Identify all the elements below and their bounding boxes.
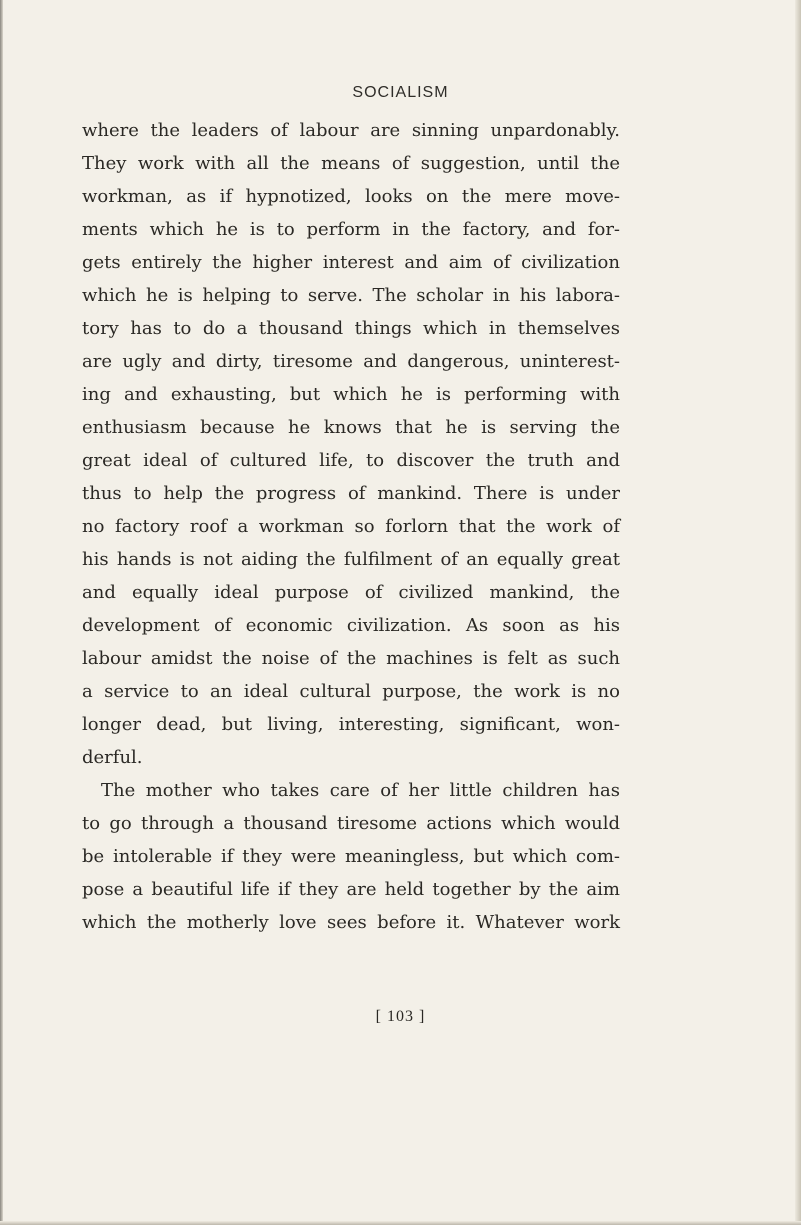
text-line: be intolerable if they were meaningless, but which com- [82,846,620,867]
text-line: tory has to do a thousand things which in themselves [82,318,620,339]
text-line: workman, as if hypnotized, looks on the mere move- [82,186,620,207]
page-left-edge [0,0,3,1225]
text-line: his hands is not aiding the fulfilment of an equally great [82,549,620,570]
text-line: pose a beautiful life if they are held together by the aim [82,879,620,900]
running-head: SOCIALISM [352,84,449,101]
text-line: which the motherly love sees before it. Whatever work [82,912,620,933]
page-number: [ 103 ] [375,1008,426,1025]
text-line: where the leaders of labour are sinning unpardonably. [82,120,620,141]
text-line: ing and exhausting, but which he is performing with [82,384,620,405]
text-line: to go through a thousand tiresome actions which would [82,813,620,834]
text-line: development of economic civilization. As soon as his [82,615,620,636]
text-line: thus to help the progress of mankind. There is under [82,483,620,504]
text-line: ments which he is to perform in the factory, and for- [82,219,620,240]
text-line: great ideal of cultured life, to discover the truth and [82,450,620,471]
text-line: gets entirely the higher interest and aim of civilization [82,252,620,273]
text-line: The mother who takes care of her little children has [101,780,620,801]
body-text [82,114,620,939]
text-line: labour amidst the noise of the machines is felt as such [82,648,620,669]
text-line: derful. [82,747,143,768]
text-line: longer dead, but living, interesting, significant, won- [82,714,620,735]
page-bottom-edge [0,1221,801,1225]
text-line: no factory roof a workman so forlorn that the work of [82,516,620,537]
text-line: They work with all the means of suggestion, until the [82,153,620,174]
text-line: a service to an ideal cultural purpose, the work is no [82,681,620,702]
text-line: enthusiasm because he knows that he is serving the [82,417,620,438]
text-line: and equally ideal purpose of civilized mankind, the [82,582,620,603]
text-line: are ugly and dirty, tiresome and dangerous, uninterest- [82,351,620,372]
page-right-edge [795,0,801,1225]
text-line: which he is helping to serve. The scholar in his labora- [82,285,620,306]
